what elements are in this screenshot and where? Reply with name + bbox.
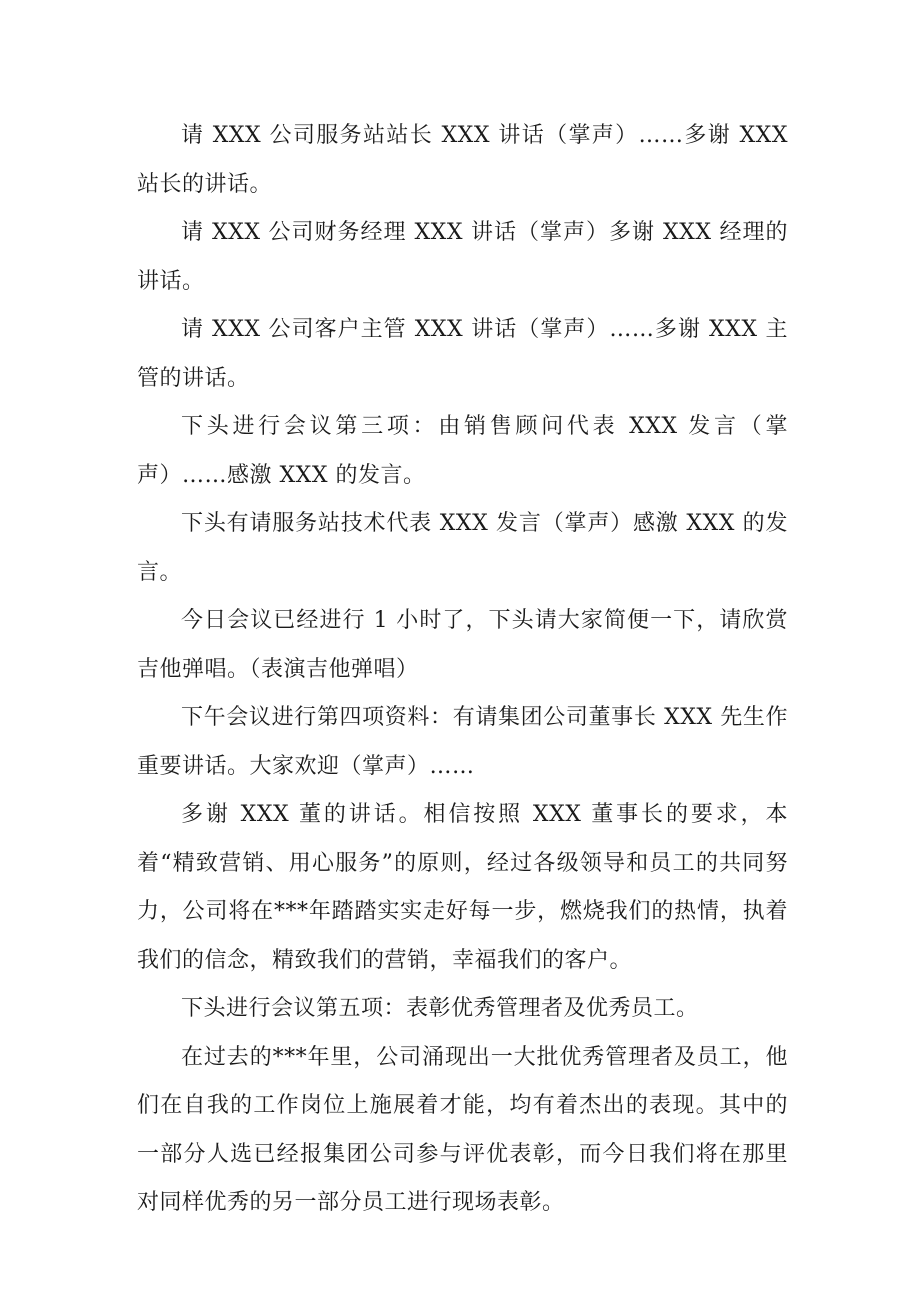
- paragraph: 多谢 XXX 董的讲话。相信按照 XXX 董事长的要求，本着“精致营销、用心服务”的原则，经过各级领导和员工的共同努力，公司将在***年踏踏实实走好每一步，燃烧我们的热情，执着我们的信念，精致我们的营销，幸福我们的客户。: [137, 802, 788, 973]
- paragraph: 今日会议已经进行 1 小时了，下头请大家简便一下，请欣赏吉他弹唱。（表演吉他弹唱）: [137, 608, 788, 682]
- paragraph: 下头进行会议第三项：由销售顾问代表 XXX 发言（掌声）……感激 XXX 的发言。: [137, 414, 788, 488]
- paragraph: 在过去的***年里，公司涌现出一大批优秀管理者及员工，他们在自我的工作岗位上施展着才能，均有着杰出的表现。其中的一部分人选已经报集团公司参与评优表彰，而今日我们将在那里对同样优秀的另一部分员工进行现场表彰。: [137, 1044, 788, 1215]
- document-body: [137, 112, 788, 1228]
- paragraph: 下头进行会议第五项：表彰优秀管理者及优秀员工。: [181, 996, 699, 1021]
- paragraph: 请 XXX 公司客户主管 XXX 讲话（掌声）……多谢 XXX 主管的讲话。: [137, 317, 788, 391]
- paragraph: 下头有请服务站技术代表 XXX 发言（掌声）感激 XXX 的发言。: [137, 511, 788, 585]
- paragraph: 下午会议进行第四项资料：有请集团公司董事长 XXX 先生作重要讲话。大家欢迎（掌声）……: [137, 705, 788, 779]
- paragraph: 请 XXX 公司服务站站长 XXX 讲话（掌声）……多谢 XXX 站长的讲话。: [137, 123, 788, 197]
- paragraph: 请 XXX 公司财务经理 XXX 讲话（掌声）多谢 XXX 经理的讲话。: [137, 220, 788, 294]
